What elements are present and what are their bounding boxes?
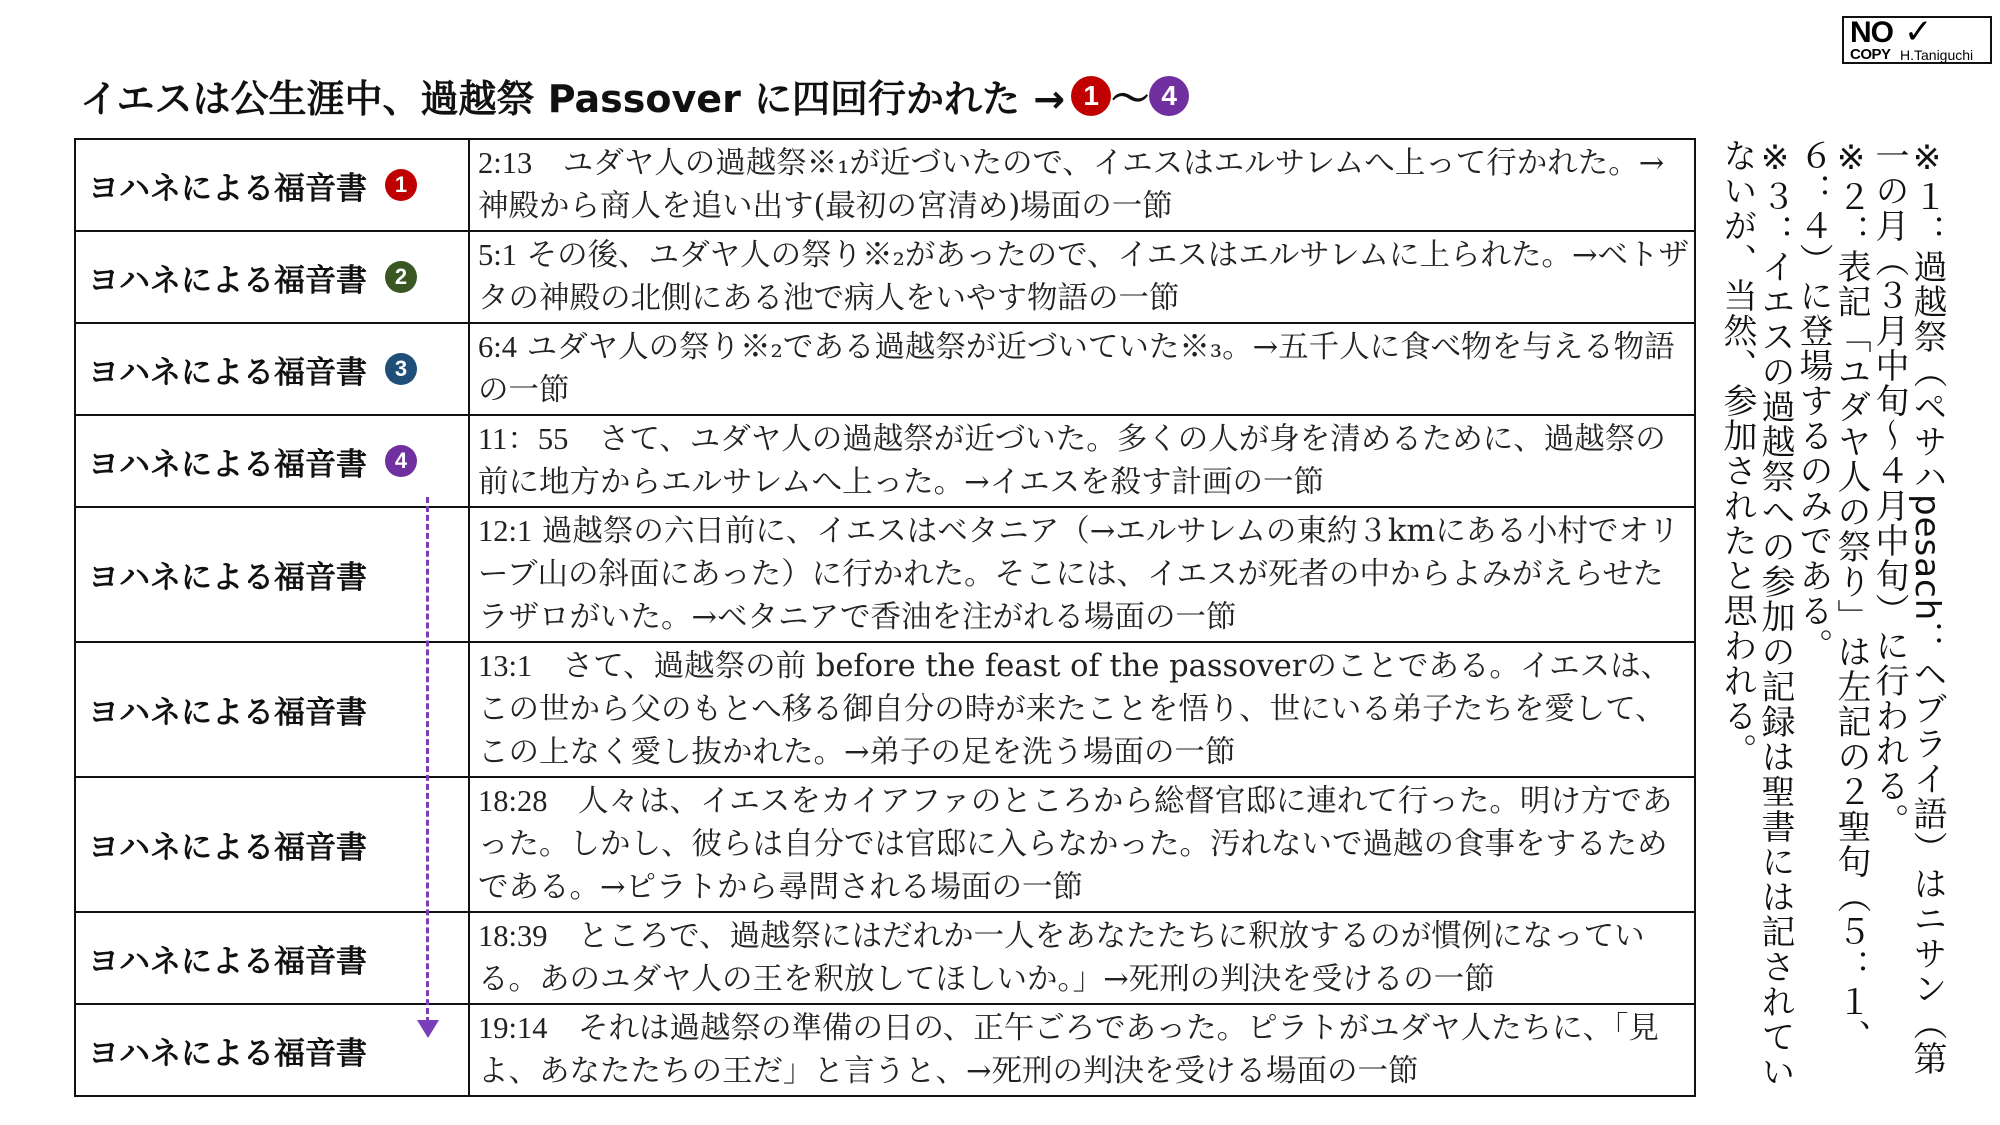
gospel-label: ヨハネによる福音書 xyxy=(88,446,367,483)
gospel-label-cell xyxy=(75,323,469,415)
verse-text: ユダヤ人の祭り※₂である過越祭が近づいていた※₃。→五千人に食べ物を与える物語の一節 xyxy=(478,330,1675,408)
title-range-tilde: 〜 xyxy=(1111,77,1150,121)
gospel-label: ヨハネによる福音書 xyxy=(88,262,367,299)
table-row xyxy=(75,323,1695,415)
timeline-dashed-line xyxy=(426,497,429,1023)
table-row xyxy=(75,415,1695,507)
badge-2-icon: 2 xyxy=(385,261,417,293)
badge-1-icon: 1 xyxy=(1071,76,1111,116)
badge-4-icon: 4 xyxy=(1149,76,1189,116)
verse-text: 人々は、イエスをカイアファのところから総督官邸に連れて行った。明け方であった。しかし、彼らは自分では官邸に入らなかった。汚れないで過越の食事をするためである。→ピラトから尋問される場面の一節 xyxy=(478,784,1673,905)
verse-reference: 6:4 xyxy=(478,330,517,364)
table-row xyxy=(75,912,1695,1004)
gospel-label-cell xyxy=(75,231,469,323)
verse-text: さて、過越祭の前 before the feast of the passoverのことである。イエスは、この世から父のもとへ移る御自分の時が来たことを悟り、世にいる弟子たちを愛して、この上なく愛し抜かれた。→弟子の足を洗う場面の一節 xyxy=(478,649,1672,770)
verse-cell xyxy=(469,139,1695,231)
verse-cell xyxy=(469,1004,1695,1096)
verse-reference: 18:28 xyxy=(478,784,548,818)
table-row xyxy=(75,777,1695,912)
logo-no-text: NO xyxy=(1850,16,1893,49)
page-title-text: イエスは公生涯中、過越祭 Passover に四回行かれた → xyxy=(80,77,1066,121)
no-copy-logo xyxy=(1842,12,1992,64)
verse-cell xyxy=(469,507,1695,642)
gospel-label-wrap xyxy=(88,163,468,208)
verse-reference: 13:1 xyxy=(478,649,533,683)
badge-4-icon: 4 xyxy=(385,445,417,477)
verse-text: さて、ユダヤ人の過越祭が近づいた。多くの人が身を清めるために、過越祭の前に地方からエルサレムへ上った。→イエスを殺す計画の一節 xyxy=(478,422,1666,500)
gospel-label: ヨハネによる福音書 xyxy=(88,830,367,866)
verse-reference: 11：55 xyxy=(478,422,569,456)
verse-text: 過越祭の六日前に、イエスはベタニア（→エルサレムの東約３kmにある小村でオリーブ山の斜面にあった）に行かれた。そこには、イエスが死者の中からよみがえらせたラザロがいた。→ベタニアで香油を注がれる場面の一節 xyxy=(478,514,1680,635)
gospel-label-wrap xyxy=(88,439,468,484)
verse-text: その後、ユダヤ人の祭り※₂があったので、イエスはエルサレムに上られた。→ベトザタの神殿の北側にある池で病人をいやす物語の一節 xyxy=(478,238,1689,316)
gospel-label: ヨハネによる福音書 xyxy=(88,695,367,731)
verse-text: ユダヤ人の過越祭※₁が近づいたので、イエスはエルサレムへ上って行かれた。→神殿から商人を追い出す(最初の宮清め)場面の一節 xyxy=(478,146,1665,224)
verse-cell xyxy=(469,415,1695,507)
title-range xyxy=(1071,68,1189,123)
gospel-label: ヨハネによる福音書 xyxy=(88,943,367,980)
footnote-1: ※１：過越祭（ペサハpesach：ヘブライ語）はニサン（第一の月（３月中旬～４月中旬）に行われる。 xyxy=(1869,138,1947,1077)
verse-reference: 18:39 xyxy=(478,919,548,953)
verse-cell xyxy=(469,231,1695,323)
gospel-label-wrap xyxy=(88,1028,468,1073)
gospel-label-wrap xyxy=(88,552,468,597)
gospel-label-wrap xyxy=(88,822,468,867)
page-title xyxy=(80,68,1189,123)
footnotes xyxy=(1718,138,1946,1098)
badge-1-icon: 1 xyxy=(385,169,417,201)
verse-cell xyxy=(469,642,1695,777)
footnote-2: ※２：表記「ユダヤ人の祭り」は左記の２聖句（５：１、６：４）に登場するのみである。 xyxy=(1793,138,1871,1054)
verse-text: ところで、過越祭にはだれか一人をあなたたちに釈放するのが慣例になっている。あのユダヤ人の王を釈放してほしいか。」→死刑の判決を受けるの一節 xyxy=(478,919,1645,997)
verse-reference: 5:1 xyxy=(478,238,517,272)
table-row xyxy=(75,642,1695,777)
gospel-label-cell xyxy=(75,642,469,777)
verse-cell xyxy=(469,912,1695,1004)
verse-cell xyxy=(469,777,1695,912)
table-row xyxy=(75,507,1695,642)
checkmark-icon: ✓ xyxy=(1904,12,1933,52)
passover-table xyxy=(74,138,1696,1097)
gospel-label-cell xyxy=(75,415,469,507)
arrow-down-icon xyxy=(417,1020,439,1038)
verse-text: それは過越祭の準備の日の、正午ごろであった。ピラトがユダヤ人たちに、「見よ、あなたたちの王だ」と言うと、→死刑の判決を受ける場面の一節 xyxy=(478,1011,1659,1089)
gospel-label: ヨハネによる福音書 xyxy=(88,560,367,596)
gospel-label-wrap xyxy=(88,687,468,732)
gospel-label-cell xyxy=(75,912,469,1004)
gospel-label-cell xyxy=(75,507,469,642)
gospel-label: ヨハネによる福音書 xyxy=(88,354,367,391)
gospel-label-cell xyxy=(75,139,469,231)
verse-reference: 19:14 xyxy=(478,1011,548,1045)
logo-copy-text: COPY xyxy=(1850,46,1891,63)
table-row xyxy=(75,231,1695,323)
gospel-label-wrap xyxy=(88,255,468,300)
verse-reference: 12:1 xyxy=(478,514,533,548)
badge-3-icon: 3 xyxy=(385,353,417,385)
gospel-label-cell xyxy=(75,777,469,912)
gospel-label-wrap xyxy=(88,936,468,981)
gospel-label: ヨハネによる福音書 xyxy=(88,170,367,207)
footnote-3: ※３：イエスの過越祭への参加の記録は聖書には記されていないが、当然、参加されたと思われる。 xyxy=(1717,138,1795,1089)
table-row xyxy=(75,139,1695,231)
logo-author: H.Taniguchi xyxy=(1900,47,1974,63)
verse-cell xyxy=(469,323,1695,415)
gospel-label-cell xyxy=(75,1004,469,1096)
gospel-label: ヨハネによる福音書 xyxy=(88,1035,367,1072)
verse-reference: 2:13 xyxy=(478,146,533,180)
table-row xyxy=(75,1004,1695,1096)
gospel-label-wrap xyxy=(88,347,468,392)
